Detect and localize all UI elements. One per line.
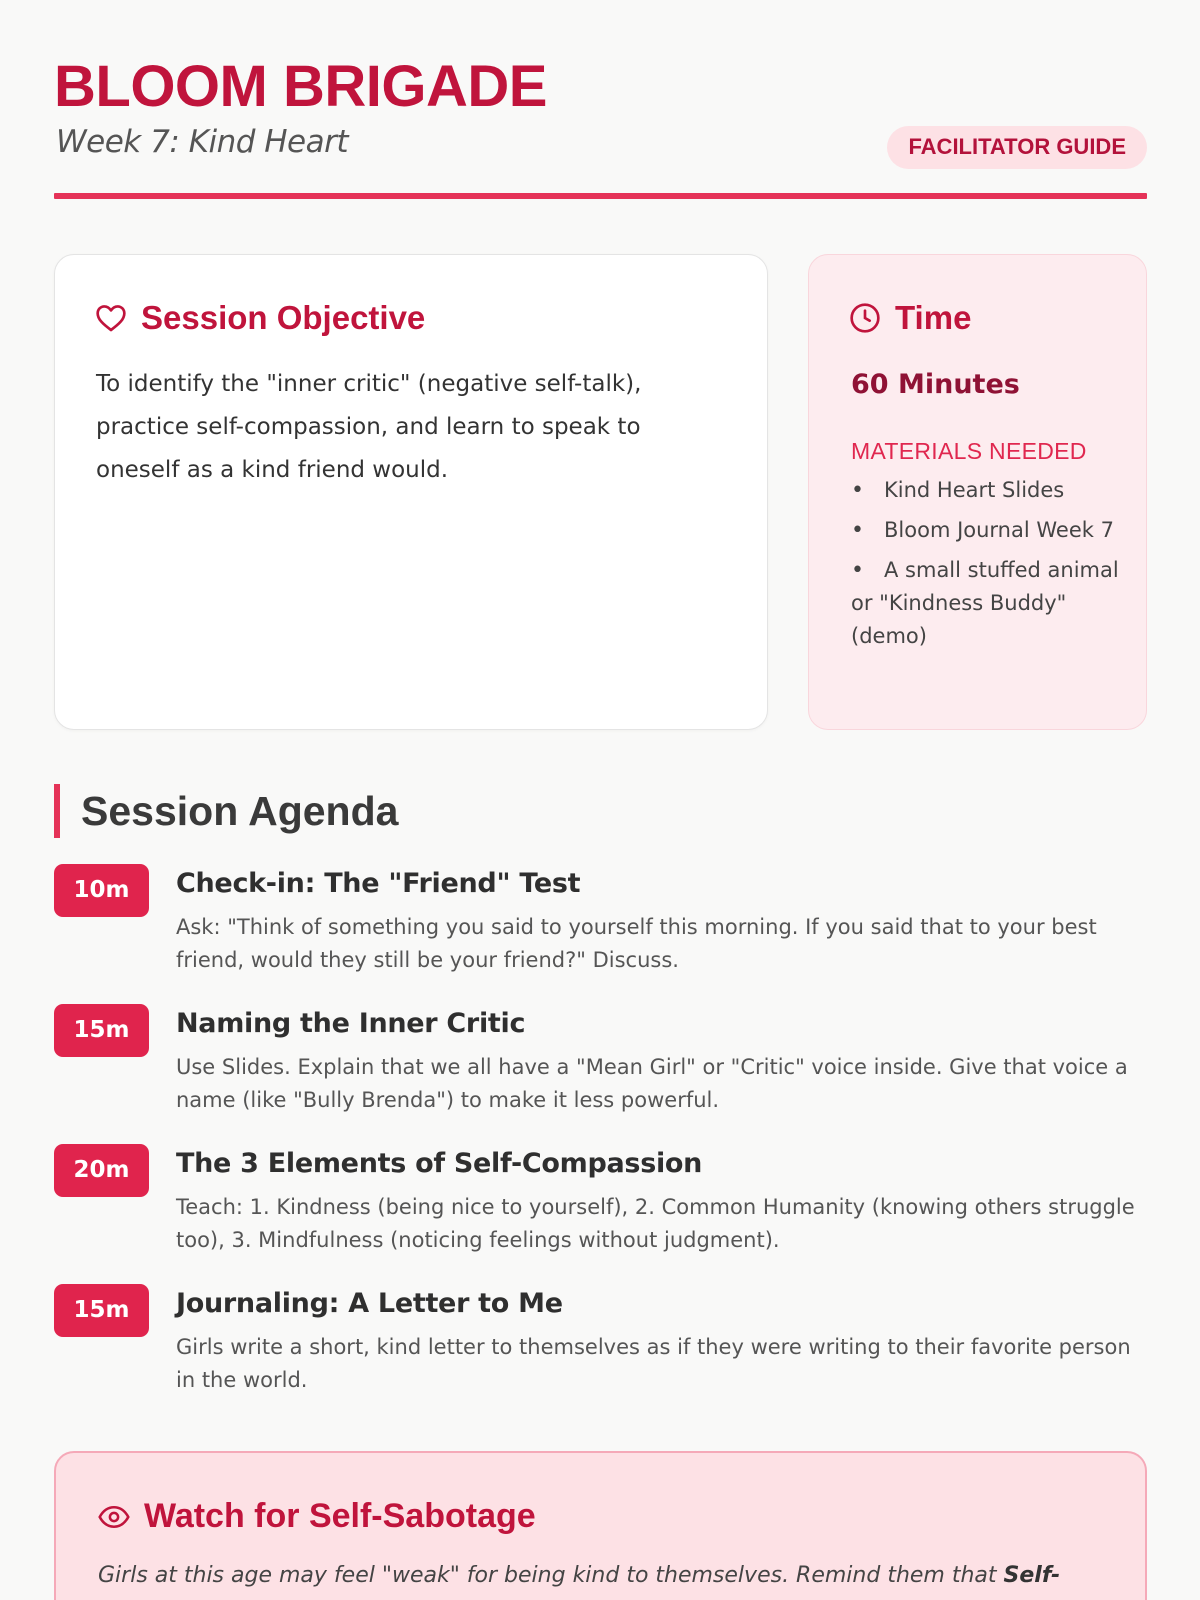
agenda-item-title: Journaling: A Letter to Me: [176, 1288, 563, 1319]
objective-title: Session Objective: [141, 299, 426, 336]
agenda-item-desc: Use Slides. Explain that we all have a "Mean Girl" or "Critic" voice inside. Give that voice a name (like "Bully Brenda") to make it less powerful.: [176, 1055, 1128, 1112]
callout-title-row: [98, 1497, 536, 1536]
duration-badge: 15m: [54, 1284, 149, 1337]
week-subtitle: Week 7: Kind Heart: [56, 124, 349, 160]
callout-text-bold: Self-: [1003, 1563, 1061, 1588]
page-header: [54, 0, 1147, 200]
objective-card: [54, 254, 768, 730]
agenda-item-title: The 3 Elements of Self-Compassion: [176, 1148, 703, 1179]
agenda-item-desc: Girls write a short, kind letter to themselves as if they were writing to their favorite person in the world.: [176, 1335, 1131, 1392]
agenda-heading: Session Agenda: [54, 784, 398, 838]
agenda-item-title: Naming the Inner Critic: [176, 1008, 526, 1039]
duration-badge: 10m: [54, 864, 149, 917]
list-item: • A small stuffed animal or "Kindness Buddy" (demo): [851, 554, 1121, 653]
self-sabotage-callout: [54, 1451, 1147, 1600]
agenda-item-desc: Ask: "Think of something you said to yourself this morning. If you said that to your best friend, would they still be your friend?" Discuss.: [176, 915, 1097, 972]
materials-label: MATERIALS NEEDED: [851, 438, 1087, 464]
agenda-item-title: Check-in: The "Friend" Test: [176, 868, 581, 899]
guide-page: [54, 0, 1147, 1588]
agenda-item-desc: Teach: 1. Kindness (being nice to yourself), 2. Common Humanity (knowing others struggle too), 3. Mindfulness (noticing feelings without judgment).: [176, 1195, 1135, 1252]
time-card: [808, 254, 1147, 730]
heart-icon: [95, 303, 127, 333]
objective-text: To identify the "inner critic" (negative self-talk), practice self-compassion, and learn to speak to oneself as a kind friend would.: [96, 371, 642, 483]
header-divider: [54, 193, 1147, 199]
objective-title-row: [95, 299, 425, 337]
time-value: 60 Minutes: [851, 369, 1020, 400]
duration-badge: 15m: [54, 1004, 149, 1057]
list-item: • Kind Heart Slides: [851, 474, 1121, 507]
callout-text: [98, 1563, 1118, 1588]
facilitator-badge: FACILITATOR GUIDE: [887, 126, 1147, 169]
callout-title: Watch for Self-Sabotage: [144, 1497, 536, 1535]
duration-badge: 20m: [54, 1144, 149, 1197]
time-title: Time: [895, 299, 972, 336]
materials-list: [851, 474, 1121, 660]
time-title-row: [849, 299, 971, 337]
list-item: • Bloom Journal Week 7: [851, 514, 1121, 547]
eye-icon: [98, 1505, 130, 1529]
callout-text-body: Girls at this age may feel "weak" for being kind to themselves. Remind them that: [98, 1563, 997, 1588]
brand-title: BLOOM BRIGADE: [54, 54, 547, 119]
clock-icon: [849, 302, 881, 334]
